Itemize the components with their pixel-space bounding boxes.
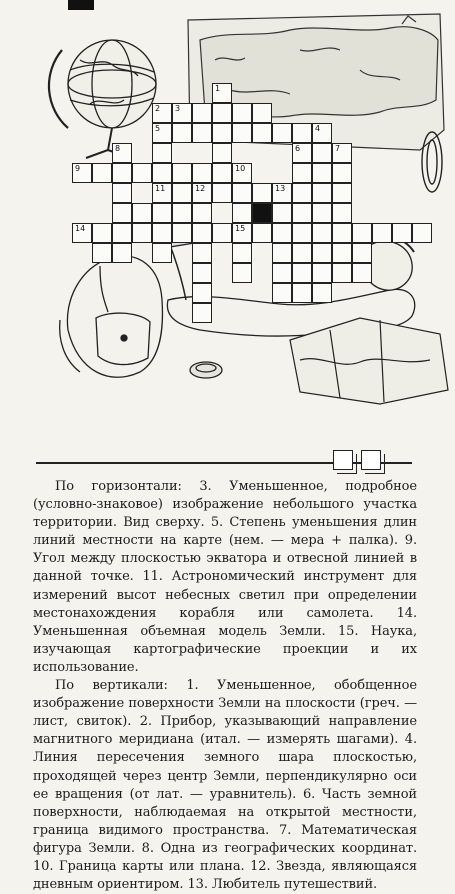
crossword-cell-number: 12 [195,184,206,193]
crossword-cell[interactable] [132,203,152,223]
crossword-cell-number: 11 [155,184,166,193]
crossword-cell[interactable] [312,163,332,183]
crossword-cell[interactable] [92,163,112,183]
crossword-cell[interactable] [132,223,152,243]
crossword-cell-number: 9 [75,164,81,173]
crossword-cell[interactable] [172,103,192,123]
crossword-cell[interactable] [312,243,332,263]
crossword-cell[interactable] [252,203,272,223]
down-heading: По вертикали: [55,678,168,694]
crossword-cell[interactable] [292,263,312,283]
crossword-cell[interactable] [312,203,332,223]
crossword-cell[interactable] [292,223,312,243]
crossword-cell[interactable] [372,223,392,243]
crossword-cell[interactable] [212,223,232,243]
crossword-cell[interactable] [192,103,212,123]
crossword-cell[interactable] [212,123,232,143]
crossword-cell[interactable] [132,163,152,183]
crossword-cell[interactable] [332,223,352,243]
crossword-cell-number: 13 [275,184,286,193]
crossword-cell[interactable] [92,243,112,263]
crossword-cell[interactable] [232,123,252,143]
crossword-cell[interactable] [152,223,172,243]
crossword-cell[interactable] [72,163,92,183]
across-clues [33,478,417,677]
crossword-cell[interactable] [192,263,212,283]
crossword-cell[interactable] [272,183,292,203]
crossword-cell[interactable] [112,223,132,243]
crossword-cell[interactable] [192,163,212,183]
crossword-cell[interactable] [272,123,292,143]
crossword-cell[interactable] [192,183,212,203]
crossword-cell[interactable] [212,143,232,163]
crossword-cell-number: 1 [215,84,221,93]
crossword-cell[interactable] [72,223,92,243]
crossword-cell-number: 15 [235,224,246,233]
crossword-cell[interactable] [332,203,352,223]
crossword-cell[interactable] [252,223,272,243]
crossword-cell[interactable] [152,183,172,203]
crossword-cell[interactable] [272,223,292,243]
crossword-cell[interactable] [92,223,112,243]
crossword-cell[interactable] [312,283,332,303]
crossword-grid [0,0,455,420]
crossword-cell-number: 5 [155,124,161,133]
crossword-cell[interactable] [292,243,312,263]
crossword-cell[interactable] [152,163,172,183]
crossword-cell[interactable] [152,103,172,123]
crossword-cell[interactable] [232,203,252,223]
crossword-cell[interactable] [232,263,252,283]
crossword-cell[interactable] [232,223,252,243]
crossword-cell[interactable] [292,283,312,303]
crossword-cell[interactable] [172,223,192,243]
across-heading: По горизонтали: [55,479,182,494]
crossword-cell[interactable] [292,123,312,143]
crossword-cell[interactable] [312,183,332,203]
crossword-cell[interactable] [212,83,232,103]
crossword-cell[interactable] [172,123,192,143]
crossword-cell[interactable] [172,203,192,223]
across-text: 3. Уменьшенное, подробное (условно-знаковое) изображение небольшого участка территории. Вид сверху. 5. Степень уменьшения длин линий местности на карте (нем. — мера + палка). 9. Угол между плоскостью экватора и отвесной линией в данной точке. 11. Астрономический инструмент для измерений высот небесных светил при определении местонахождения корабля или самолета. 14. Уменьшенная объемная модель Земли. 15. Наука, изучающая картографические проекции и их использование. [33,479,417,675]
crossword-cell[interactable] [212,163,232,183]
crossword-cell[interactable] [312,223,332,243]
crossword-cell[interactable] [272,263,292,283]
decorative-square [333,450,353,470]
crossword-cell[interactable] [332,143,352,163]
crossword-cell[interactable] [112,243,132,263]
crossword-cell[interactable] [192,303,212,323]
crossword-cell[interactable] [392,223,412,243]
crossword-cell[interactable] [292,143,312,163]
crossword-cell[interactable] [272,243,292,263]
crossword-cell[interactable] [332,163,352,183]
crossword-cell[interactable] [332,263,352,283]
crossword-cell[interactable] [212,103,232,123]
crossword-cell-number: 10 [235,164,246,173]
crossword-cell[interactable] [152,123,172,143]
crossword-cell[interactable] [212,183,232,203]
crossword-cell[interactable] [312,143,332,163]
down-text: 1. Уменьшенное, обобщенное изображение поверхности Земли на плоскости (греч. — лист, свиток). 2. Прибор, указывающий направление магнитного меридиана (итал. — измерять шагами). 4. Линия пересечения земного шара плоскостью, проходящей через центр Земли, перпендикулярно оси ее вращения (от лат. — уравнитель). 6. Часть земной поверхности, наблюдаемая на открытой местности, граница видимого пространства. 7. Математическая фигура Земли. 8. Одна из географических координат. 10. Граница карты или плана. 12. Звезда, являющаяся дневным ориентиром. 13. Любитель путешествий. [33,678,417,893]
crossword-cell[interactable] [232,183,252,203]
crossword-cell[interactable] [312,123,332,143]
crossword-cell-number: 6 [295,144,301,153]
crossword-cell[interactable] [352,223,372,243]
crossword-cell[interactable] [312,263,332,283]
crossword-cell[interactable] [152,203,172,223]
crossword-cell-number: 4 [315,124,321,133]
crossword-cell[interactable] [152,243,172,263]
crossword-cell-number: 7 [335,144,341,153]
crossword-cell[interactable] [232,103,252,123]
crossword-cell[interactable] [112,203,132,223]
crossword-cell-number: 3 [175,104,181,113]
clues-block [33,478,417,894]
crossword-cell[interactable] [252,123,272,143]
crossword-cell[interactable] [272,283,292,303]
crossword-cell[interactable] [352,263,372,283]
crossword-cell[interactable] [192,223,212,243]
crossword-cell-number: 2 [155,104,161,113]
crossword-cell[interactable] [112,183,132,203]
crossword-cell[interactable] [332,183,352,203]
crossword-cell[interactable] [252,183,272,203]
crossword-cell[interactable] [192,123,212,143]
crossword-cell[interactable] [192,283,212,303]
crossword-cell[interactable] [192,203,212,223]
crossword-cell[interactable] [292,163,312,183]
crossword-cell[interactable] [332,243,352,263]
decorative-square [361,450,381,470]
crossword-cell-number: 8 [115,144,121,153]
down-clues [33,677,417,894]
crossword-cell[interactable] [112,163,132,183]
crossword-cell-number: 14 [75,224,86,233]
crossword-cell[interactable] [192,243,212,263]
crossword-cell[interactable] [352,243,372,263]
crossword-cell[interactable] [252,103,272,123]
crossword-cell[interactable] [232,243,252,263]
crossword-cell[interactable] [292,183,312,203]
crossword-cell[interactable] [112,143,132,163]
crossword-cell[interactable] [152,143,172,163]
crossword-cell[interactable] [232,163,252,183]
crossword-cell[interactable] [272,203,292,223]
crossword-cell[interactable] [292,203,312,223]
crossword-cell[interactable] [412,223,432,243]
crossword-cell[interactable] [172,183,192,203]
crossword-cell[interactable] [172,163,192,183]
